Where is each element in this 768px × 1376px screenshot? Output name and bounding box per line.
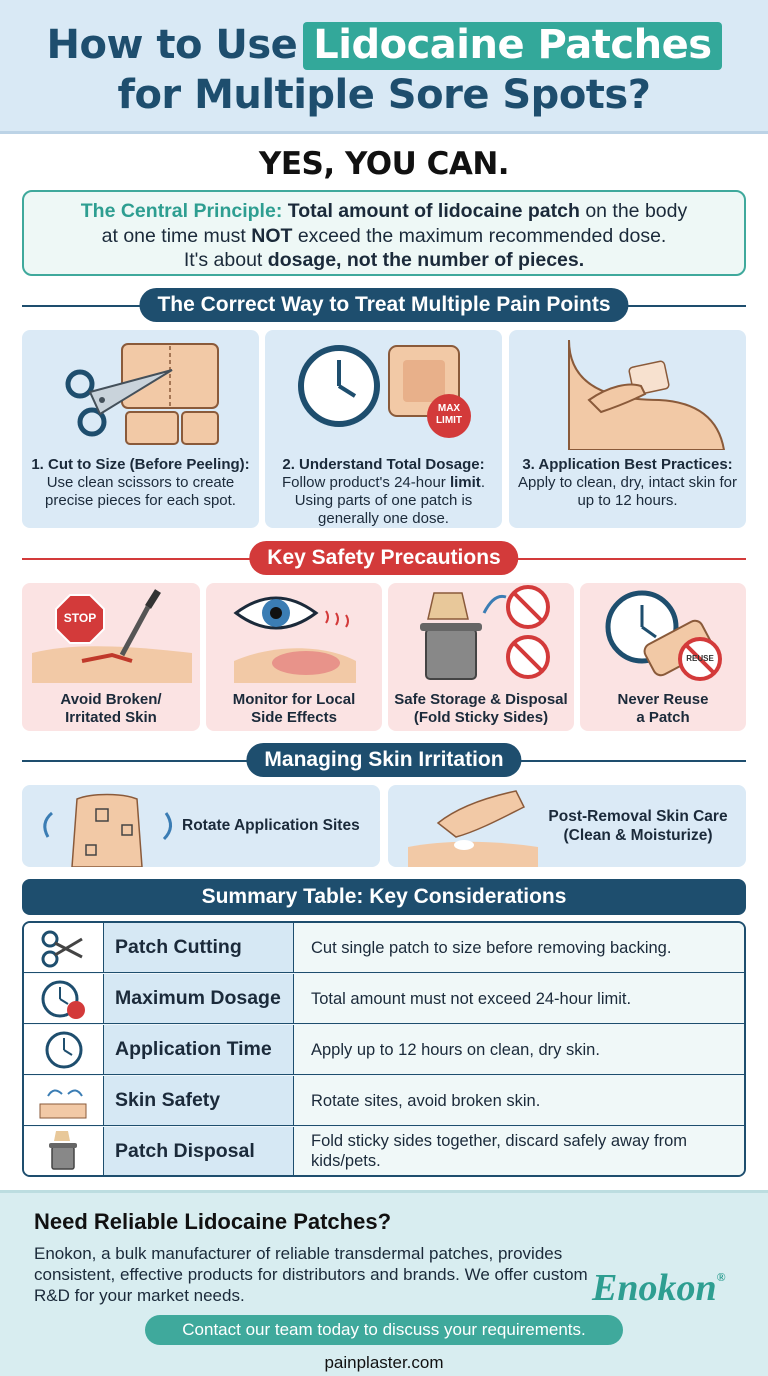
trademark: ® bbox=[716, 1270, 726, 1284]
stop-sign-text: STOP bbox=[63, 611, 97, 625]
clock-icon bbox=[24, 1025, 104, 1074]
summary-table-title: Summary Table: Key Considerations bbox=[22, 879, 746, 915]
row-label: Maximum Dosage bbox=[104, 974, 294, 1023]
stop-broken-skin-icon bbox=[22, 583, 200, 683]
no-reuse-icon bbox=[580, 583, 746, 683]
eye-skin-icon bbox=[206, 583, 382, 683]
safety-3-line-2: (Fold Sticky Sides) bbox=[413, 709, 549, 726]
safety-card-no-reuse bbox=[580, 583, 746, 731]
row-value: Rotate sites, avoid broken skin. bbox=[294, 1076, 744, 1125]
table-row bbox=[24, 1076, 744, 1126]
rotate-label: Rotate Application Sites bbox=[182, 817, 360, 834]
safety-1-line-2: Irritated Skin bbox=[65, 709, 157, 726]
principle-text-3: exceed the maximum recommended dose. bbox=[297, 224, 667, 247]
step-1-heading: 1. Cut to Size (Before Peeling): bbox=[31, 456, 250, 473]
clock-patch-icon bbox=[265, 330, 502, 450]
max-limit-badge: MAX LIMIT bbox=[435, 403, 463, 426]
step-card-application bbox=[509, 330, 746, 528]
safety-4-line-2: a Patch bbox=[636, 709, 690, 726]
principle-bold-2: NOT bbox=[251, 224, 293, 247]
step-2-body-post: . Using parts of one patch is generally one dose. bbox=[294, 474, 485, 527]
scissors-icon bbox=[24, 923, 104, 972]
trash-icon bbox=[24, 1127, 104, 1175]
step-card-cut bbox=[22, 330, 259, 528]
section-title: Key Safety Precautions bbox=[249, 541, 518, 575]
reuse-sign-text: REUSE bbox=[686, 654, 714, 663]
principle-lead: The Central Principle: bbox=[80, 200, 283, 222]
footer-body: Enokon, a bulk manufacturer of reliable transdermal patches, provides consistent, effective products for distributors and brands. We offer custom R&D for your market needs. bbox=[34, 1244, 588, 1305]
safety-4-caption bbox=[586, 691, 740, 727]
website-link[interactable]: painplaster.com bbox=[324, 1353, 444, 1372]
safety-2-line-2: Side Effects bbox=[251, 709, 337, 726]
principle-bold-3: dosage, not the number of pieces. bbox=[267, 249, 585, 271]
safety-1-line-1: Avoid Broken/ bbox=[60, 691, 162, 708]
shoulder-patch-icon bbox=[509, 330, 746, 450]
section-title: Managing Skin Irritation bbox=[246, 743, 521, 777]
table-row bbox=[24, 923, 744, 973]
safety-2-caption bbox=[212, 691, 376, 727]
safety-2-line-1: Monitor for Local bbox=[232, 691, 356, 708]
row-label: Skin Safety bbox=[104, 1076, 294, 1125]
footer bbox=[0, 1190, 768, 1376]
principle-bold-1: Total amount of lidocaine patch bbox=[287, 200, 580, 222]
safety-3-caption bbox=[394, 691, 568, 727]
safety-card-disposal bbox=[388, 583, 574, 731]
principle-text-4: It's about bbox=[183, 249, 263, 271]
step-2-caption bbox=[271, 456, 496, 528]
clock-max-icon bbox=[24, 974, 104, 1023]
title-prefix: How to Use bbox=[46, 22, 298, 68]
skin-rotate-icon bbox=[24, 1076, 104, 1125]
section-title: The Correct Way to Treat Multiple Pain Points bbox=[139, 288, 628, 322]
footer-title: Need Reliable Lidocaine Patches? bbox=[34, 1209, 392, 1234]
step-1-caption bbox=[28, 456, 253, 510]
row-label: Application Time bbox=[104, 1025, 294, 1074]
table-row bbox=[24, 1127, 744, 1175]
irritation-card-rotate bbox=[22, 785, 380, 867]
step-card-dosage bbox=[265, 330, 502, 528]
answer-heading: YES, YOU CAN. bbox=[258, 146, 510, 182]
row-value: Apply up to 12 hours on clean, dry skin. bbox=[294, 1025, 744, 1074]
step-3-body: Apply to clean, dry, intact skin for up to 12 hours. bbox=[518, 474, 737, 509]
section-irritation bbox=[0, 743, 768, 777]
trash-disposal-icon bbox=[388, 583, 574, 683]
scissors-patch-icon bbox=[22, 330, 259, 450]
safety-card-broken-skin bbox=[22, 583, 200, 731]
row-label: Patch Cutting bbox=[104, 923, 294, 972]
brand-name: Enokon bbox=[592, 1267, 717, 1309]
central-principle-box bbox=[22, 190, 746, 276]
row-value: Cut single patch to size before removing backing. bbox=[294, 923, 744, 972]
step-2-heading: 2. Understand Total Dosage: bbox=[282, 456, 485, 473]
title-line-2: for Multiple Sore Spots? bbox=[117, 72, 651, 118]
irritation-card-skin-care bbox=[388, 785, 746, 867]
safety-4-line-1: Never Reuse bbox=[617, 691, 709, 708]
skin-care-caption bbox=[538, 785, 738, 867]
row-value: Total amount must not exceed 24-hour limit. bbox=[294, 974, 744, 1023]
step-2-body-bold: limit bbox=[449, 474, 481, 491]
principle-text-2: at one time must bbox=[101, 224, 246, 247]
contact-button[interactable]: Contact our team today to discuss your requirements. bbox=[145, 1315, 623, 1345]
table-row bbox=[24, 974, 744, 1024]
skin-care-line-2: (Clean & Moisturize) bbox=[563, 827, 713, 844]
step-2-body-pre: Follow product's 24-hour bbox=[282, 474, 446, 491]
step-1-body: Use clean scissors to create precise pieces for each spot. bbox=[45, 474, 236, 509]
skin-care-line-1: Post-Removal Skin Care bbox=[548, 808, 728, 825]
table-row bbox=[24, 1025, 744, 1075]
step-3-caption bbox=[515, 456, 740, 510]
title-highlight: Lidocaine Patches bbox=[303, 22, 721, 70]
step-3-heading: 3. Application Best Practices: bbox=[522, 456, 733, 473]
section-safety bbox=[0, 541, 768, 575]
skin-care-icon bbox=[408, 787, 538, 867]
row-label: Patch Disposal bbox=[104, 1127, 294, 1175]
brand-logo bbox=[592, 1266, 726, 1310]
title-line-1 bbox=[0, 20, 768, 70]
rotate-sites-icon bbox=[32, 789, 182, 867]
safety-1-caption bbox=[28, 691, 194, 727]
safety-3-line-1: Safe Storage & Disposal bbox=[394, 691, 568, 708]
row-value: Fold sticky sides together, discard safely away from kids/pets. bbox=[294, 1127, 744, 1175]
safety-card-side-effects bbox=[206, 583, 382, 731]
summary-table bbox=[22, 921, 746, 1177]
section-correct-way bbox=[0, 288, 768, 322]
principle-text-1: on the body bbox=[585, 200, 688, 222]
page-header bbox=[0, 0, 768, 134]
